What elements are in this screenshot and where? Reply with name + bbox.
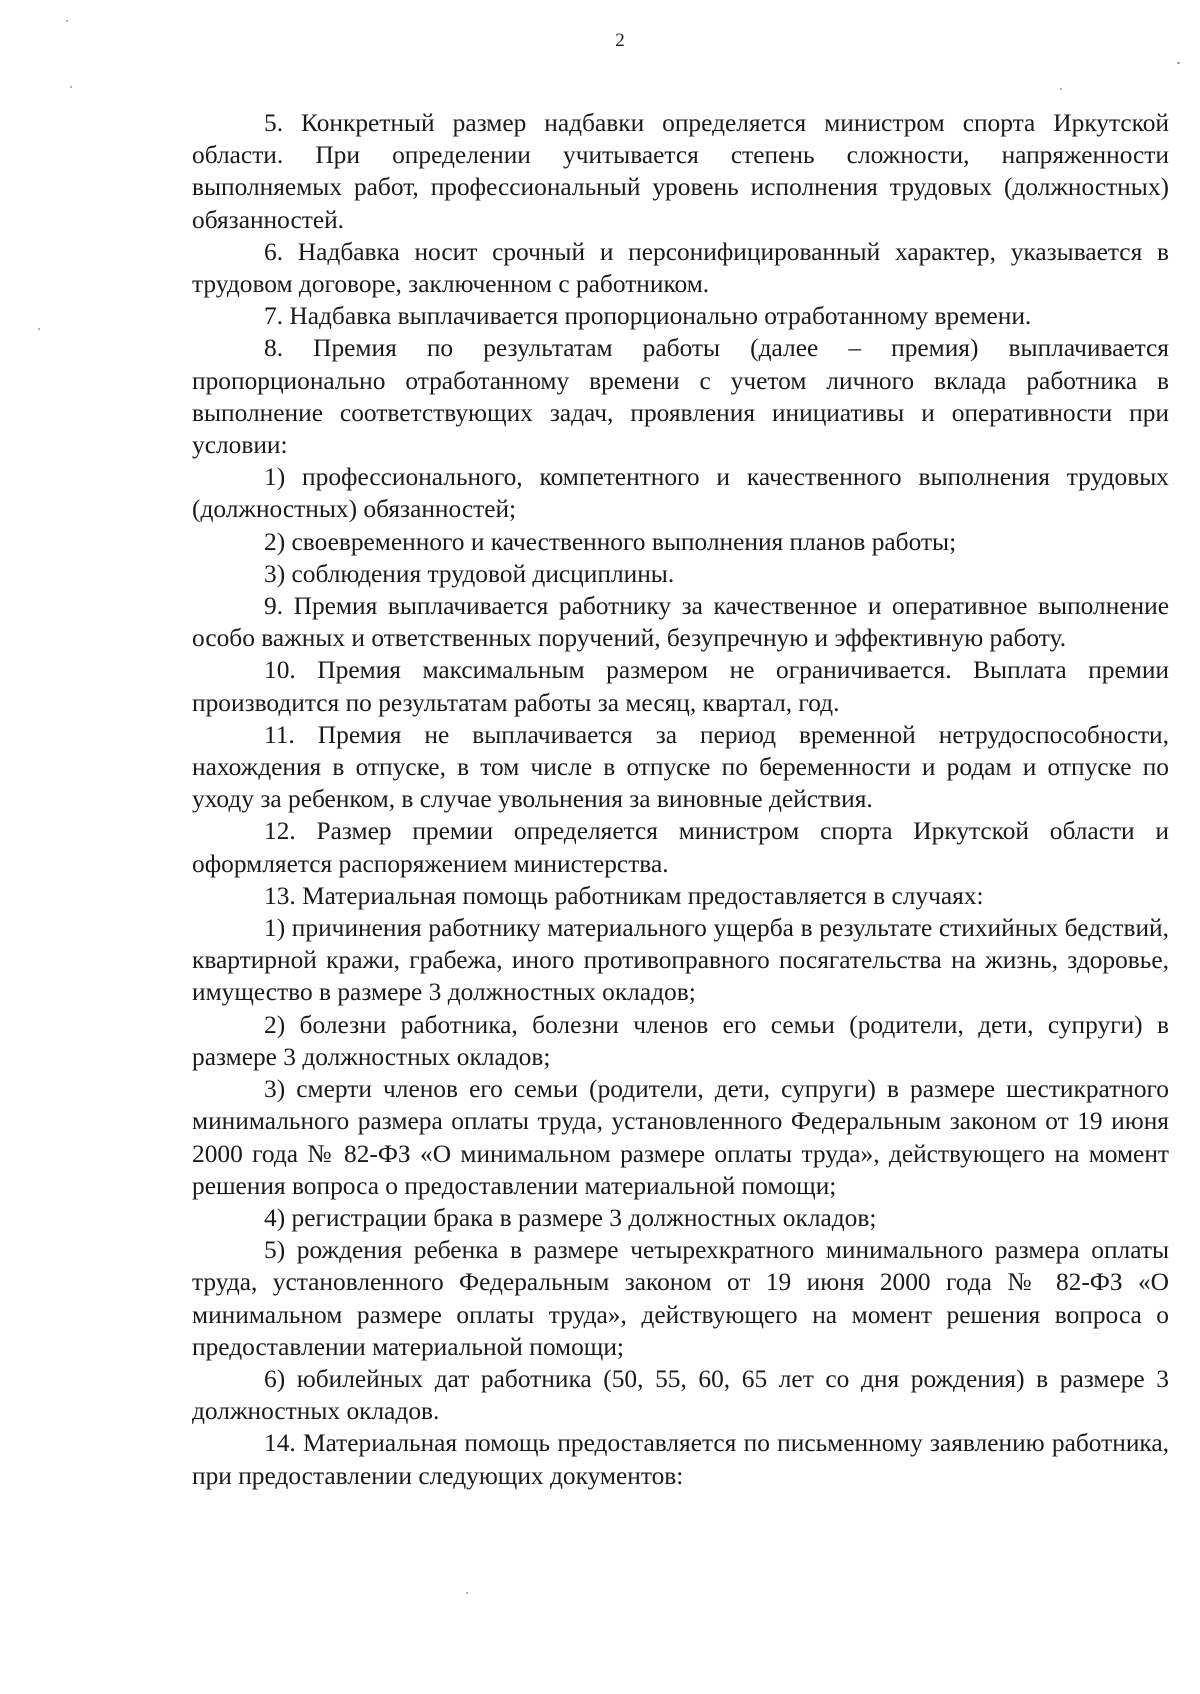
paragraph-7: 7. Надбавка выплачивается пропорционально отработанному времени. [264, 302, 1032, 331]
paragraph-13-item-2: 2) болезни работника, болезни членов его семьи (родители, дети, супруги) в размере 3 должностных окладов; [192, 1010, 1169, 1071]
scan-speck [66, 20, 68, 22]
paragraph-13-item-3: 3) смерти членов его семьи (родители, дети, супруги) в размере шестикратного минимального размера оплаты труда, установленного Федеральным законом от 19 июня 2000 года № 82-ФЗ «О минимальном размере оплаты труда», действующего на момент решения вопроса о предоставлении материальной помощи; [192, 1075, 1169, 1200]
paragraph-8: 8. Премия по результатам работы (далее – премия) выплачивается пропорционально отработанному времени с учетом личного вклада работника в выполнение соответствующих задач, проявления инициативы и оперативности при условии: [192, 334, 1169, 460]
paragraph-8-item-2: 2) своевременного и качественного выполнения планов работы; [264, 527, 957, 556]
paragraph-13-item-4: 4) регистрации брака в размере 3 должностных окладов; [264, 1203, 877, 1232]
paragraph-10: 10. Премия максимальным размером не ограничивается. Выплата премии производится по результатам работы за месяц, квартал, год. [192, 656, 1169, 717]
paragraph-9: 9. Премия выплачивается работнику за качественное и оперативное выполнение особо важных и ответственных поручений, безупречную и эффективную работу. [192, 592, 1169, 653]
paragraph-6: 6. Надбавка носит срочный и персонифицированный характер, указывается в трудовом договоре, заключенном с работником. [192, 237, 1169, 299]
paragraph-13: 13. Материальная помощь работникам предоставляется в случаях: [264, 881, 984, 910]
paragraph-14: 14. Материальная помощь предоставляется по письменному заявлению работника, при предоставлении следующих документов: [192, 1429, 1169, 1490]
paragraph-8-item-1: 1) профессионального, компетентного и качественного выполнения трудовых (должностных) обязанностей; [192, 463, 1169, 524]
paragraph-12: 12. Размер премии определяется министром спорта Иркутской области и оформляется распоряжением министерства. [192, 817, 1169, 878]
paragraph-11: 11. Премия не выплачивается за период временной нетрудоспособности, нахождения в отпуске, в том числе в отпуске по беременности и родам и отпуске по уходу за ребенком, в случае увольнения за виновные действия. [192, 720, 1169, 814]
paragraph-8-item-3: 3) соблюдения трудовой дисциплины. [264, 559, 675, 588]
paragraph-5: 5. Конкретный размер надбавки определяется министром спорта Иркутской области. При определении учитывается степень сложности, напряженности выполняемых работ, профессиональный уровень исполнения трудовых (должностных) обязанностей. [192, 109, 1169, 234]
scan-speck [466, 1592, 468, 1594]
page-number: 2 [615, 30, 625, 51]
paragraph-13-item-1: 1) причинения работнику материального ущерба в результате стихийных бедствий, квартирной кражи, грабежа, иного противоправного посягательства на жизнь, здоровье, имущество в размере 3 должностных окладов; [192, 914, 1169, 1007]
scan-speck [70, 86, 72, 88]
scan-speck [1177, 62, 1180, 64]
scan-speck [1060, 88, 1062, 90]
paragraph-13-item-5: 5) рождения ребенка в размере четырехкратного минимального размера оплаты труда, установленного Федеральным законом от 19 июня 2000 года № 82-ФЗ «О минимальном размере оплаты труда», действующего на момент решения вопроса о предоставлении материальной помощи; [192, 1236, 1169, 1361]
document-body [192, 107, 1169, 1492]
paragraph-13-item-6: 6) юбилейных дат работника (50, 55, 60, 65 лет со дня рождения) в размере 3 должностных окладов. [192, 1364, 1169, 1426]
scan-speck [38, 328, 40, 330]
